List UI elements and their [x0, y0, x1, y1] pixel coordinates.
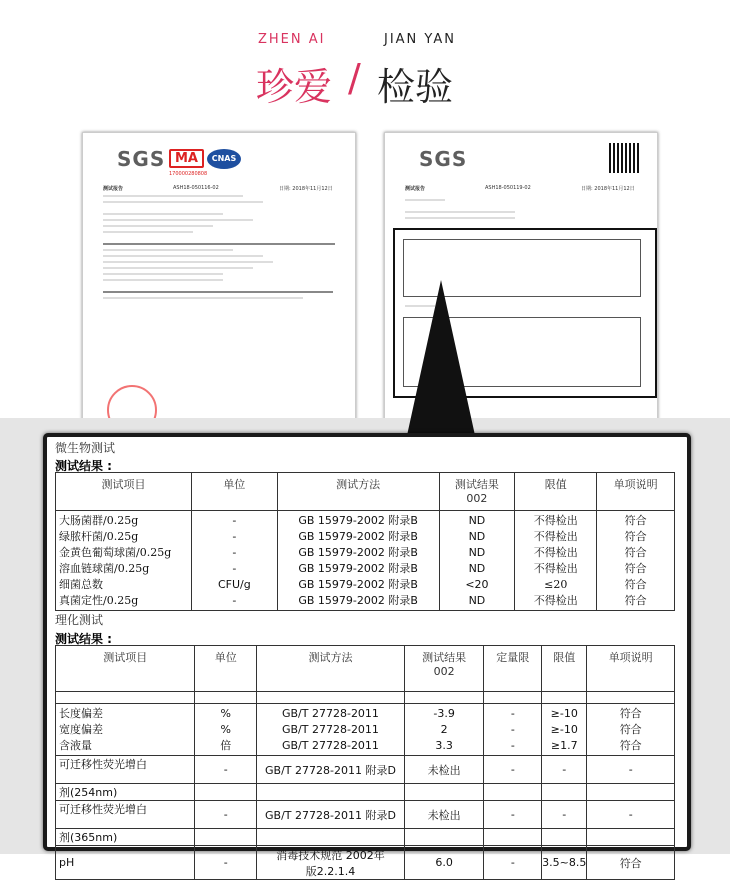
table-cell: ND — [468, 529, 486, 543]
ma-number: 170000280808 — [169, 171, 208, 177]
micro-section-title: 微生物测试 — [55, 441, 116, 455]
report-title: 测试报告 — [405, 186, 426, 192]
table-cell: 金黄色葡萄球菌/0.25g — [59, 545, 172, 559]
phys-row-fluorescent-365: 可迁移性荧光增白 - GB/T 27728-2011 附录D 未检出 - - - — [56, 801, 675, 829]
table-cell: ND — [468, 513, 486, 527]
table-cell: ND — [468, 593, 486, 607]
table-cell: GB/T 27728-2011 — [281, 722, 379, 736]
table-cell: 不得检出 — [533, 513, 578, 527]
report-number: ASH18-050116-02 — [173, 185, 219, 191]
table-cell: GB 15979-2002 附录B — [298, 529, 418, 543]
micro-results-table — [55, 472, 675, 611]
table-cell: 符合 — [624, 593, 647, 607]
table-cell: 含液量 — [59, 738, 92, 752]
header-cn-slash: / — [348, 56, 361, 100]
table-cell: 不得检出 — [533, 545, 578, 559]
table-cell: 溶血链球菌/0.25g — [59, 561, 150, 575]
table-cell: 绿脓杆菌/0.25g — [59, 529, 139, 543]
table-cell: 不得检出 — [533, 529, 578, 543]
phys-header-row: 测试项目 单位 测试方法 测试结果 002 定量限 限值 单项说明 — [56, 646, 675, 692]
header-english — [0, 32, 730, 52]
table-cell: - — [510, 722, 515, 736]
table-cell: - — [510, 738, 515, 752]
report-date: 日期: 2018年11月12日 — [581, 186, 635, 192]
table-cell: 3.3 — [435, 738, 453, 752]
table-cell: - — [232, 545, 237, 559]
header-en-left: ZHEN AI — [258, 32, 326, 47]
table-cell: ≤20 — [544, 577, 568, 591]
table-cell: ND — [468, 561, 486, 575]
table-cell: 不得检出 — [533, 593, 578, 607]
table-cell: 符合 — [624, 577, 647, 591]
phys-results-table: 测试项目 单位 测试方法 测试结果 002 定量限 限值 单项说明 长度偏差 宽度偏差 含液量 % % 倍 GB/T 27728-2011 GB/T 27728-2011 GB/T 27728-2011 -3.9 2 3.3 - - - ≥-10 ≥-10 ≥1.7 符合 符合 符合 可迁移性荧光增白 - GB/T 27728-2011 附录D 未检出 - - - 剂(254nm) 可迁移性荧光增白 - GB/T 27728-2011 附录D 未检出 - - - 剂(365nm) pH - 消毒技术规范 2002年 版2.2.1.4 6.0 - 3.5~8.5 符合 — [55, 645, 675, 880]
micro-header-row: 测试项目 单位 测试方法 测试结果 002 限值 单项说明 — [56, 473, 675, 511]
table-cell: 符合 — [619, 722, 642, 736]
report-title: 测试报告 — [103, 186, 124, 192]
table-cell: 符合 — [624, 561, 647, 575]
table-cell: GB/T 27728-2011 — [281, 738, 379, 752]
table-cell: ND — [468, 545, 486, 559]
header-cn-left: 珍爱 — [256, 65, 333, 109]
table-cell: % — [220, 706, 231, 720]
table-cell: GB 15979-2002 附录B — [298, 561, 418, 575]
table-cell: 符合 — [619, 738, 642, 752]
qr-code-icon — [609, 143, 639, 173]
table-cell: 2 — [440, 722, 448, 736]
table-cell: 真菌定性/0.25g — [59, 593, 139, 607]
ma-mark: MA — [169, 149, 204, 168]
table-cell: 符合 — [624, 529, 647, 543]
table-cell: ≥-10 — [550, 706, 578, 720]
table-cell: GB 15979-2002 附录B — [298, 577, 418, 591]
table-cell: 细菌总数 — [59, 577, 103, 591]
cnas-logo: CNAS — [207, 149, 241, 169]
table-cell: 符合 — [624, 545, 647, 559]
table-cell: 宽度偏差 — [59, 722, 103, 736]
header-cn-right: 检验 — [377, 65, 454, 109]
phys-section-title: 理化测试 — [55, 613, 104, 627]
table-cell: - — [510, 706, 515, 720]
sgs-logo: SGS — [419, 147, 468, 171]
header-chinese — [0, 56, 730, 109]
table-cell: - — [232, 513, 237, 527]
table-cell: 符合 — [624, 513, 647, 527]
table-cell: GB 15979-2002 附录B — [298, 545, 418, 559]
table-cell: 倍 — [220, 738, 232, 752]
table-cell: - — [232, 593, 237, 607]
table-cell: GB/T 27728-2011 — [281, 706, 379, 720]
table-cell: 符合 — [619, 706, 642, 720]
table-cell: - — [232, 561, 237, 575]
phys-result-title: 测试结果 : — [55, 632, 112, 646]
zoomed-results-panel — [43, 433, 691, 878]
phys-row-fluorescent-254: 可迁移性荧光增白 - GB/T 27728-2011 附录D 未检出 - - - — [56, 756, 675, 784]
micro-data-block — [56, 511, 675, 611]
table-cell: CFU/g — [217, 577, 251, 591]
table-cell: 长度偏差 — [59, 706, 103, 720]
zoom-pointer-icon — [386, 280, 496, 440]
table-cell: - — [232, 529, 237, 543]
phys-data-block — [56, 704, 675, 756]
table-cell: 大肠菌群/0.25g — [59, 513, 139, 527]
table-cell: GB 15979-2002 附录B — [298, 593, 418, 607]
report-date: 日期: 2018年11月12日 — [279, 186, 333, 192]
table-cell: % — [220, 722, 231, 736]
table-cell: 不得检出 — [533, 561, 578, 575]
table-cell: ≥-10 — [550, 722, 578, 736]
micro-result-title: 测试结果 : — [55, 459, 112, 473]
table-cell: -3.9 — [433, 706, 455, 720]
header-en-right: JIAN YAN — [384, 32, 456, 47]
table-cell: GB 15979-2002 附录B — [298, 513, 418, 527]
sgs-logo: SGS — [117, 147, 166, 171]
report-number: ASH18-050119-02 — [485, 185, 531, 191]
phys-row-ph: pH - 消毒技术规范 2002年 版2.2.1.4 6.0 - 3.5~8.5 符合 — [56, 846, 675, 880]
table-cell: <20 — [465, 577, 489, 591]
report-thumbnail-1 — [82, 132, 356, 434]
table-cell: ≥1.7 — [550, 738, 578, 752]
